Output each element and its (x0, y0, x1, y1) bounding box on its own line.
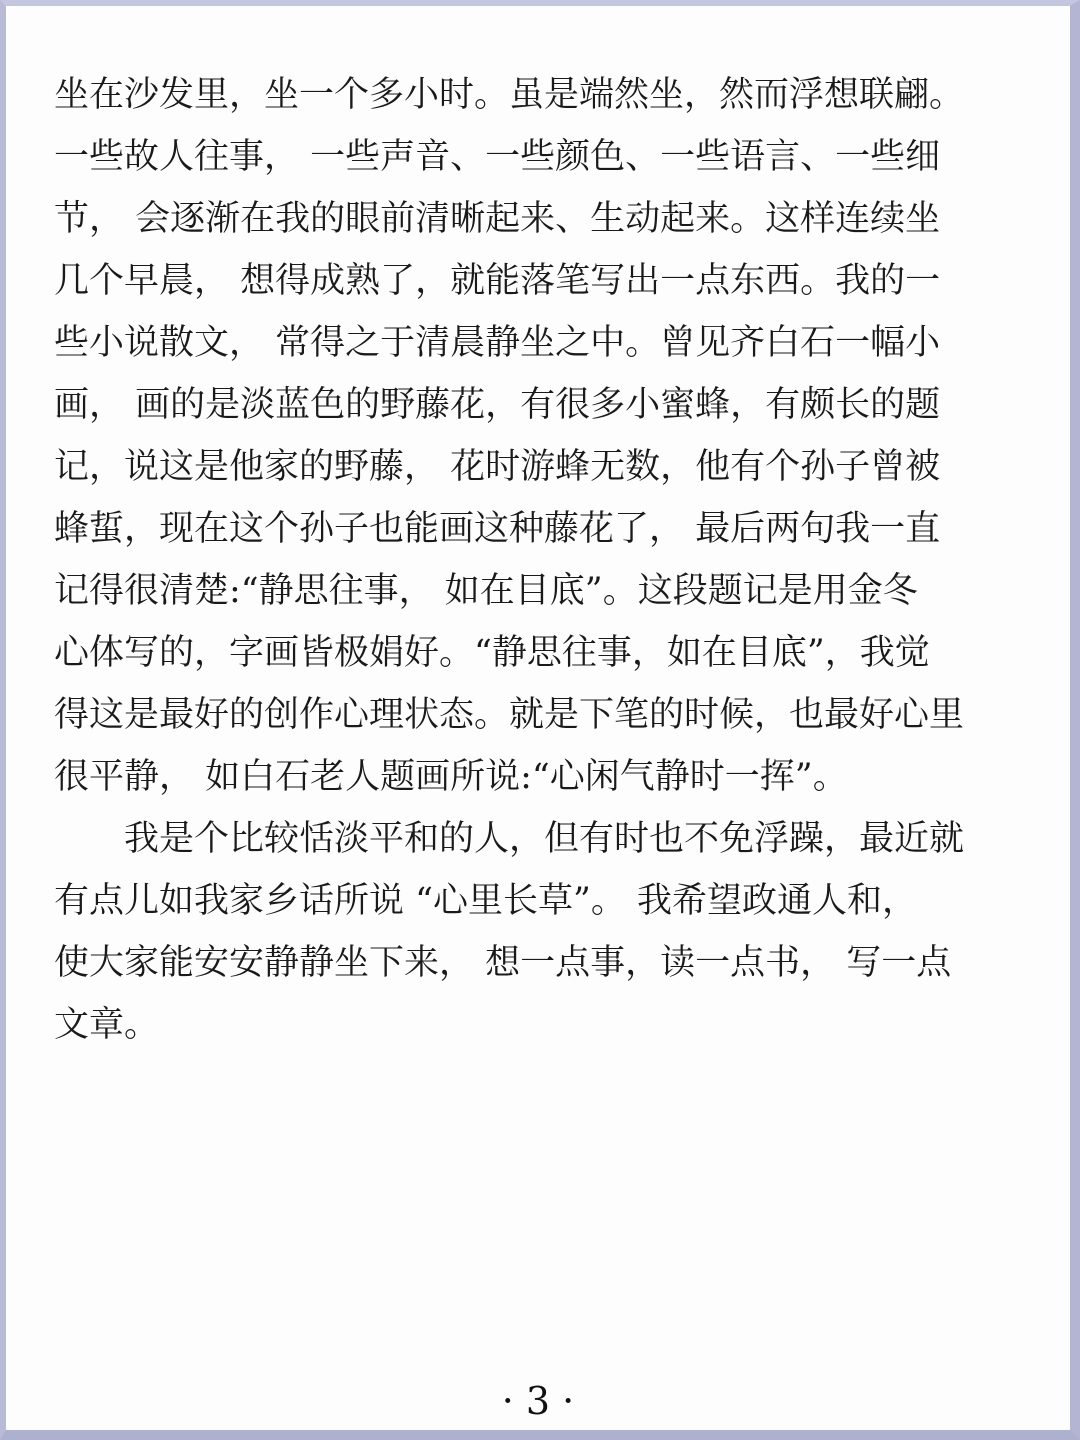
text-line: 记，说这是他家的野藤， 花时游蜂无数，他有个孙子曾被 (54, 447, 941, 487)
text-line: 使大家能安安静静坐下来， 想一点事，读一点书， 写一点 (54, 943, 952, 983)
body-text (54, 64, 1034, 1056)
text-line: 些小说散文， 常得之于清晨静坐之中。曾见齐白石一幅小 (54, 323, 941, 363)
text-line: 几个早晨， 想得成熟了，就能落笔写出一点东西。我的一 (54, 261, 941, 301)
text-line: 文章。 (54, 1005, 160, 1045)
text-line: 一些故人往事， 一些声音、一些颜色、一些语言、一些细 (54, 137, 941, 177)
text-line: 坐在沙发里，坐一个多小时。虽是端然坐，然而浮想联翩。 (54, 75, 965, 115)
text-line: 有点儿如我家乡话所说 “心里长草”。 我希望政通人和， (54, 881, 918, 921)
text-line: 心体写的，字画皆极娟好。“静思往事，如在目底”，我觉 (54, 633, 930, 673)
text-line: 很平静， 如白石老人题画所说:“心闲气静时一挥”。 (54, 757, 848, 797)
text-line: 我是个比较恬淡平和的人，但有时也不免浮躁，最近就 (54, 819, 965, 859)
text-line: 得这是最好的创作心理状态。就是下笔的时候，也最好心里 (54, 695, 965, 735)
page-number: · 3 · (501, 1379, 575, 1423)
text-line: 蜂蜇，现在这个孙子也能画这种藤花了， 最后两句我一直 (54, 509, 941, 549)
text-line: 记得很清楚:“静思往事， 如在目底”。这段题记是用金冬 (54, 571, 918, 611)
text-line: 节， 会逐渐在我的眼前清晰起来、生动起来。这样连续坐 (54, 199, 941, 239)
text-line: 画， 画的是淡蓝色的野藤花，有很多小蜜蜂，有颇长的题 (54, 385, 941, 425)
